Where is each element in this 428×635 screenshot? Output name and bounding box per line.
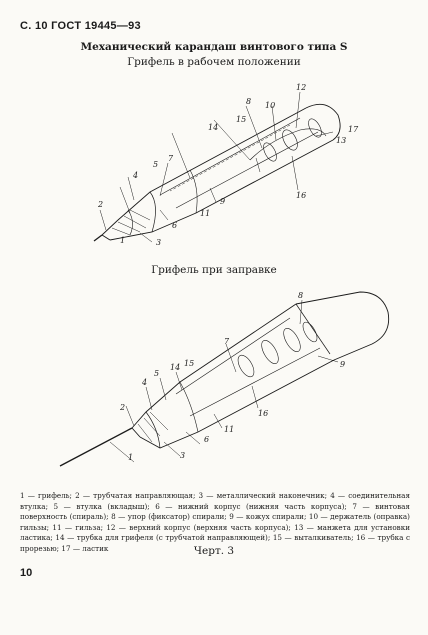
label-2-16: 16: [258, 409, 269, 418]
subtitle-refill: Грифель при заправке: [151, 264, 277, 276]
label-1-12: 12: [296, 83, 307, 92]
legend-item: 7 — винтовая поверхность (спираль);: [20, 501, 410, 521]
label-1-6: 6: [172, 221, 178, 230]
label-1-16: 16: [296, 191, 307, 200]
legend-item: 3 — металлический наконечник;: [198, 491, 328, 500]
pencil-lead-extended: [60, 428, 132, 466]
label-2-11: 11: [224, 425, 235, 434]
legend-item: 17 — ластик: [61, 543, 109, 553]
subtitle-working-position: Грифель в рабочем положении: [127, 56, 301, 68]
label-2-1: 1: [128, 453, 134, 462]
legend-item: 14 — трубка для грифеля (с трубчатой направляющей);: [55, 533, 271, 542]
legend-item: 12 — верхний корпус (верхняя часть корпуса);: [106, 522, 291, 532]
legend-item: 10 — держатель (оправка) гильзы;: [20, 512, 410, 532]
label-1-1: 1: [120, 236, 126, 245]
label-1-4: 4: [133, 171, 139, 180]
pencil-working-drawing: [0, 70, 428, 250]
label-1-9: 9: [220, 197, 226, 206]
legend-item: 11 — гильза;: [52, 522, 104, 532]
label-2-3: 3: [180, 451, 186, 460]
label-2-14: 14: [170, 363, 181, 372]
label-2-2: 2: [120, 403, 126, 412]
legend-item: 13 — манжета для установки ластика;: [20, 522, 410, 542]
legend-item: 9 — кожух спирали;: [229, 512, 307, 521]
label-2-8: 8: [298, 291, 304, 300]
label-2-5: 5: [154, 369, 160, 378]
legend-item: 2 — трубчатая направляющая;: [75, 491, 196, 500]
label-1-13: 13: [336, 136, 347, 145]
label-2-4: 4: [142, 378, 148, 387]
label-1-5: 5: [153, 160, 159, 169]
label-1-2: 2: [98, 200, 104, 209]
label-2-9: 9: [340, 360, 346, 369]
label-1-15: 15: [236, 115, 247, 124]
page-header: С. 10 ГОСТ 19445—93: [20, 20, 141, 32]
label-2-6: 6: [204, 435, 210, 444]
body-end-cap: [306, 104, 340, 140]
label-2-15: 15: [184, 359, 195, 368]
legend-item: 6 — нижний корпус (нижняя часть корпуса);: [155, 501, 347, 511]
lower-body-bottom-edge: [140, 360, 334, 448]
legend-item: 8 — упор (фиксатор) спирали;: [111, 512, 227, 521]
legend-item: 15 — выталкиватель;: [272, 533, 354, 542]
figure-caption: Черт. 3: [193, 545, 235, 557]
label-1-17: 17: [348, 125, 359, 134]
figure-title: Механический карандаш винтового типа S: [80, 41, 348, 53]
lower-body-top-edge: [132, 304, 296, 428]
body-bottom-edge: [110, 140, 333, 240]
label-1-7: 7: [168, 154, 174, 163]
label-1-10: 10: [265, 101, 276, 110]
legend-item: 16 — трубка с прорезью;: [20, 533, 410, 553]
legend-item: 4 — соединительная втулка;: [20, 491, 410, 511]
upper-body-outline: [296, 292, 389, 360]
legend-item: 5 — втулка (вкладыш);: [53, 501, 150, 511]
label-1-3: 3: [156, 238, 162, 247]
label-1-11: 11: [200, 209, 211, 218]
label-2-7: 7: [224, 337, 230, 346]
legend-item: 1 — грифель;: [20, 491, 72, 500]
pencil-lead: [94, 235, 102, 241]
pencil-refill-drawing: [0, 282, 428, 482]
label-1-8: 8: [246, 97, 252, 106]
label-1-14: 14: [208, 123, 219, 132]
page-number: 10: [20, 567, 33, 579]
